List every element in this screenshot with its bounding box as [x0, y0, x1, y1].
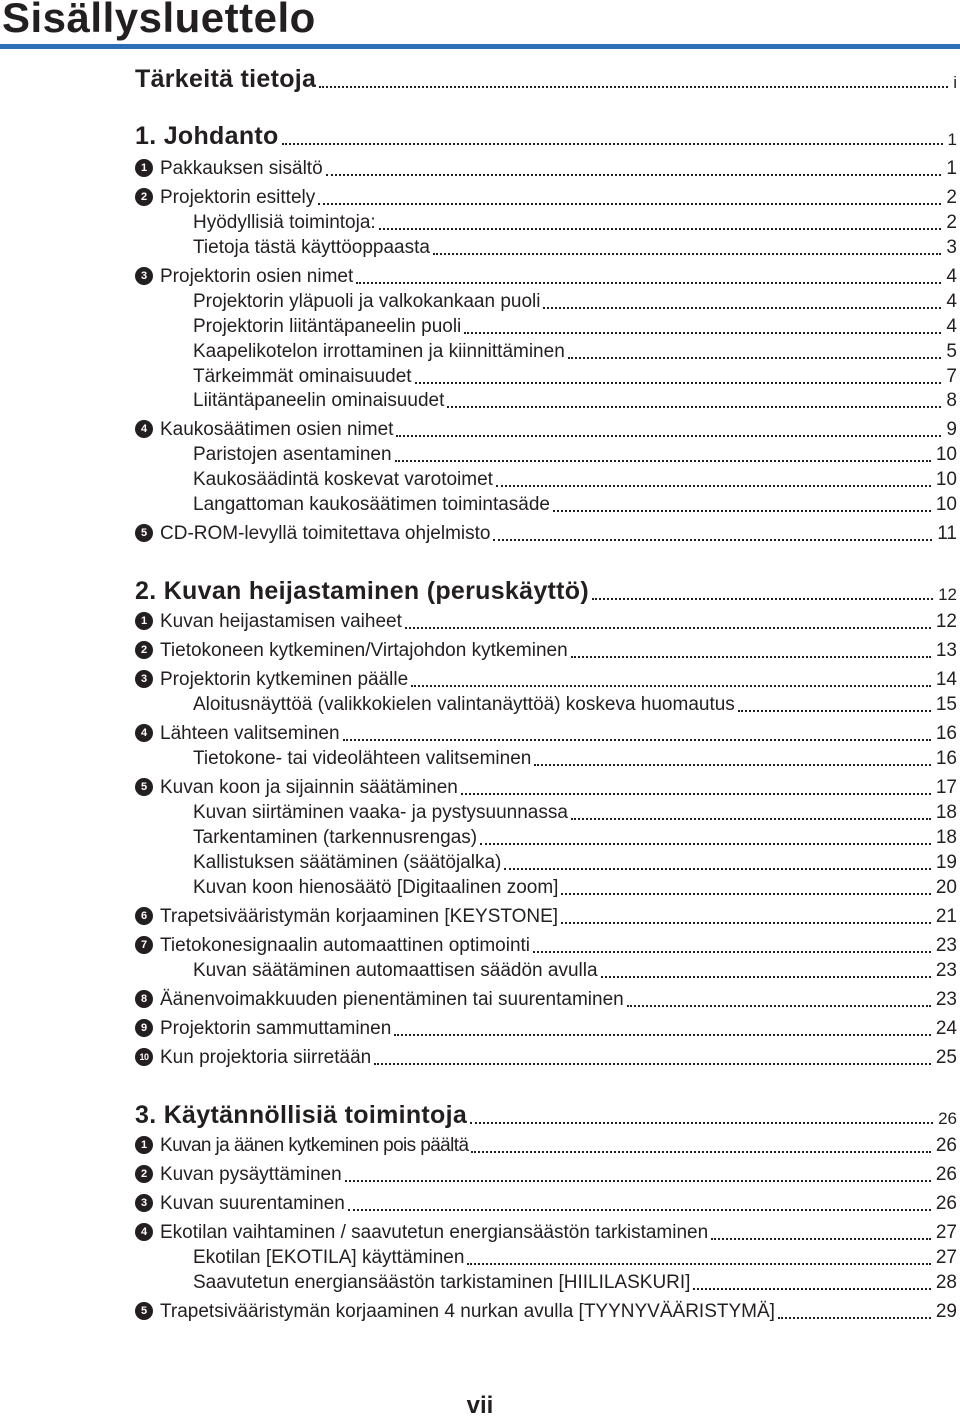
toc-page-number: i — [953, 73, 957, 92]
toc-entry-title: Kallistuksen säätäminen (säätöjalka) — [193, 852, 502, 873]
dot-leader — [447, 406, 941, 408]
toc-entry[interactable] — [0, 983, 960, 1013]
toc-entry[interactable] — [0, 1295, 960, 1325]
step-number-badge: 10 — [135, 1048, 153, 1066]
toc-entry-title: Kaukosäädintä koskevat varotoimet — [193, 469, 493, 490]
toc-entry-title: Hyödyllisiä toimintoja: — [193, 212, 376, 233]
dot-leader — [326, 174, 941, 176]
toc-page-number: 8 — [946, 390, 957, 411]
toc-page-number: 26 — [935, 1193, 957, 1214]
dot-leader — [348, 1209, 931, 1211]
toc-entry[interactable] — [0, 900, 960, 930]
toc-entry-title: Kuvan siirtäminen vaaka- ja pystysuunnassa — [193, 802, 568, 823]
toc-entry-title: Kuvan säätäminen automaattisen säädön avulla — [193, 960, 598, 981]
toc-entry-title: Projektorin osien nimet — [160, 266, 354, 287]
toc-entry[interactable] — [0, 954, 960, 984]
toc-entry-title: Projektorin yläpuoli ja valkokankaan puoli — [193, 291, 541, 312]
toc-entry-title: Kuvan suurentaminen — [160, 1193, 345, 1214]
dot-leader — [433, 253, 941, 255]
page-number: vii — [466, 1392, 494, 1419]
toc-entry-title: Kaukosäätimen osien nimet — [160, 419, 394, 440]
toc-page-number: 16 — [935, 748, 957, 769]
dot-leader — [394, 1034, 931, 1036]
toc-entry-title: Ekotilan vaihtaminen / saavutetun energiansäästön tarkistaminen — [160, 1222, 709, 1243]
dot-leader — [282, 143, 943, 145]
toc-entry-title: Trapetsivääristymän korjaaminen 4 nurkan avulla [TYYNYVÄÄRISTYMÄ] — [160, 1301, 775, 1322]
toc-page-number: 23 — [935, 989, 957, 1010]
toc-entry-title: Tietokone- tai videolähteen valitseminen — [193, 748, 532, 769]
toc-entry[interactable] — [0, 1129, 960, 1159]
toc-entry[interactable] — [0, 634, 960, 664]
dot-leader — [319, 86, 948, 88]
toc-page-number: 21 — [935, 906, 957, 927]
toc-entry[interactable] — [0, 384, 960, 414]
toc-entry-title: Aloitusnäyttöä (valikkokielen valintanäyttöä) koskeva huomautus — [193, 694, 735, 715]
toc-entry-title: Äänenvoimakkuuden pienentäminen tai suurentaminen — [160, 989, 624, 1010]
toc-entry-title: Langattoman kaukosäätimen toimintasäde — [193, 494, 551, 515]
toc-entry-title: Projektorin liitäntäpaneelin puoli — [193, 316, 462, 337]
toc-entry-title: Liitäntäpaneelin ominaisuudet — [193, 390, 445, 411]
toc-page-number: 25 — [935, 1047, 957, 1068]
dot-leader — [601, 976, 931, 978]
toc-page-number: 18 — [935, 802, 957, 823]
toc-page-number: 24 — [935, 1018, 957, 1039]
toc-entry-title: Projektorin sammuttaminen — [160, 1018, 392, 1039]
dot-leader — [480, 843, 931, 845]
step-number-badge: 2 — [135, 641, 153, 659]
toc-page-number: 20 — [935, 877, 957, 898]
step-number-badge: 4 — [135, 420, 153, 438]
toc-page-number: 2 — [946, 187, 957, 208]
toc-entry[interactable] — [0, 605, 960, 635]
dot-leader — [411, 685, 931, 687]
dot-leader — [467, 1263, 931, 1265]
toc-page-number: 28 — [935, 1272, 957, 1293]
toc-entry-title: Kuvan heijastamisen vaiheet — [160, 611, 402, 632]
toc-page-number: 23 — [935, 960, 957, 981]
toc-section-entry[interactable] — [0, 576, 960, 606]
step-number-badge: 4 — [135, 724, 153, 742]
toc-entry-title: Tietokonesignaalin automaattinen optimointi — [160, 935, 531, 956]
toc-entry[interactable] — [0, 1158, 960, 1188]
toc-page-number: 17 — [935, 777, 957, 798]
toc-page-number: 29 — [935, 1301, 957, 1322]
toc-page-number: 2 — [946, 212, 957, 233]
toc-page-number: 9 — [946, 419, 957, 440]
dot-leader — [356, 282, 941, 284]
dot-leader — [627, 1005, 931, 1007]
dot-leader — [343, 739, 931, 741]
toc-entry[interactable] — [0, 1041, 960, 1071]
dot-leader — [470, 1122, 933, 1124]
toc-page-number: 1 — [947, 130, 957, 149]
dot-leader — [496, 485, 931, 487]
dot-leader — [778, 1317, 931, 1319]
toc-entry-title: Ekotilan [EKOTILA] käyttäminen — [193, 1247, 465, 1268]
toc-page-number: 12 — [935, 611, 957, 632]
toc-page-number: 26 — [938, 1109, 957, 1128]
toc-section-entry[interactable] — [0, 121, 960, 151]
toc-page-number: 12 — [938, 585, 957, 604]
step-number-badge: 1 — [135, 159, 153, 177]
toc-entry-title: Trapetsivääristymän korjaaminen [KEYSTONE] — [160, 906, 559, 927]
dot-leader — [405, 627, 931, 629]
toc-entry-title: 1. Johdanto — [135, 122, 279, 150]
dot-leader — [504, 868, 931, 870]
toc-entry[interactable] — [0, 1187, 960, 1217]
dot-leader — [568, 357, 941, 359]
toc-page-number: 10 — [935, 469, 957, 490]
toc-page-number: 4 — [946, 316, 957, 337]
dot-leader — [379, 228, 941, 230]
toc-entry-title: Kuvan ja äänen kytkeminen pois päältä — [160, 1135, 469, 1156]
toc-page-number: 7 — [946, 366, 957, 387]
dot-leader — [533, 951, 931, 953]
dot-leader — [693, 1288, 931, 1290]
toc-section-entry[interactable] — [0, 1100, 960, 1130]
toc-entry[interactable] — [0, 871, 960, 901]
toc-entry-title: Tärkeimmät ominaisuudet — [193, 366, 412, 387]
toc-page-number: 4 — [946, 291, 957, 312]
toc-page-number: 18 — [935, 827, 957, 848]
toc-entry[interactable] — [0, 1266, 960, 1296]
step-number-badge: 2 — [135, 1165, 153, 1183]
toc-page-number: 23 — [935, 935, 957, 956]
toc-page-number: 14 — [935, 669, 957, 690]
toc-page-number: 27 — [935, 1247, 957, 1268]
dot-leader — [395, 460, 931, 462]
dot-leader — [396, 435, 941, 437]
dot-leader — [534, 764, 931, 766]
step-number-badge: 1 — [135, 612, 153, 630]
toc-page-number: 19 — [935, 852, 957, 873]
dot-leader — [738, 710, 931, 712]
toc-entry-title: Tietokoneen kytkeminen/Virtajohdon kytkeminen — [160, 640, 568, 661]
toc-page-number: 11 — [937, 523, 957, 544]
toc-entry[interactable] — [0, 152, 960, 182]
dot-leader — [461, 793, 931, 795]
toc-entry-title: 3. Käytännöllisiä toimintoja — [135, 1101, 468, 1129]
toc-entry-title: Projektorin esittely — [160, 187, 316, 208]
toc-entry[interactable] — [0, 742, 960, 772]
toc-entry-title: Tietoja tästä käyttöoppaasta — [193, 237, 430, 258]
step-number-badge: 3 — [135, 267, 153, 285]
step-number-badge: 3 — [135, 670, 153, 688]
toc-section-entry[interactable] — [0, 64, 960, 94]
step-number-badge: 5 — [135, 524, 153, 542]
toc-page-number: 3 — [946, 237, 957, 258]
dot-leader — [345, 1180, 931, 1182]
toc-entry-title: Kuvan koon hienosäätö [Digitaalinen zoom] — [193, 877, 559, 898]
step-number-badge: 8 — [135, 990, 153, 1008]
toc-entry-title: Pakkauksen sisältö — [160, 158, 323, 179]
toc-entry[interactable] — [0, 688, 960, 718]
dot-leader — [374, 1063, 931, 1065]
dot-leader — [464, 332, 941, 334]
toc-page-number: 4 — [946, 266, 957, 287]
toc-entry-title: Kaapelikotelon irrottaminen ja kiinnittäminen — [193, 341, 565, 362]
step-number-badge: 4 — [135, 1223, 153, 1241]
page-title: Sisällysluettelo — [2, 0, 316, 41]
toc-page-number: 1 — [946, 158, 957, 179]
step-number-badge: 3 — [135, 1194, 153, 1212]
toc-entry[interactable] — [0, 517, 960, 547]
toc-entry-title: Projektorin kytkeminen päälle — [160, 669, 409, 690]
toc-entry-title: CD-ROM-levyllä toimitettava ohjelmisto — [160, 523, 491, 544]
dot-leader — [553, 510, 931, 512]
toc-entry-title: 2. Kuvan heijastaminen (peruskäyttö) — [135, 577, 589, 605]
dot-leader — [471, 1151, 931, 1153]
dot-leader — [571, 656, 931, 658]
step-number-badge: 1 — [135, 1136, 153, 1154]
step-number-badge: 2 — [135, 188, 153, 206]
step-number-badge: 6 — [135, 907, 153, 925]
step-number-badge: 7 — [135, 936, 153, 954]
dot-leader — [561, 893, 931, 895]
dot-leader — [592, 598, 933, 600]
toc-entry-title: Paristojen asentaminen — [193, 444, 392, 465]
toc-entry-title: Tarkentaminen (tarkennusrengas) — [193, 827, 478, 848]
toc-entry-title: Tärkeitä tietoja — [135, 65, 317, 93]
toc-entry-title: Lähteen valitseminen — [160, 723, 340, 744]
toc-entry-title: Kun projektoria siirretään — [160, 1047, 372, 1068]
toc-entry[interactable] — [0, 231, 960, 261]
toc-page-number: 10 — [935, 494, 957, 515]
toc-page-number: 26 — [935, 1164, 957, 1185]
dot-leader — [571, 818, 931, 820]
toc-entry-title: Kuvan pysäyttäminen — [160, 1164, 342, 1185]
toc-page-number: 15 — [935, 694, 957, 715]
toc-entry[interactable] — [0, 1012, 960, 1042]
toc-page-number: 27 — [935, 1222, 957, 1243]
toc-page-number: 5 — [946, 341, 957, 362]
toc-page-number: 10 — [935, 444, 957, 465]
dot-leader — [543, 307, 941, 309]
dot-leader — [493, 539, 932, 541]
step-number-badge: 9 — [135, 1019, 153, 1037]
step-number-badge: 5 — [135, 1302, 153, 1320]
toc-page-number: 16 — [935, 723, 957, 744]
dot-leader — [561, 922, 931, 924]
toc-entry-title: Kuvan koon ja sijainnin säätäminen — [160, 777, 458, 798]
toc-page-number: 13 — [935, 640, 957, 661]
step-number-badge: 5 — [135, 778, 153, 796]
toc-entry[interactable] — [0, 488, 960, 518]
toc-entry-title: Saavutetun energiansäästön tarkistaminen [HIILILASKURI] — [193, 1272, 691, 1293]
dot-leader — [318, 203, 941, 205]
dot-leader — [711, 1238, 931, 1240]
toc-page-number: 26 — [935, 1135, 957, 1156]
